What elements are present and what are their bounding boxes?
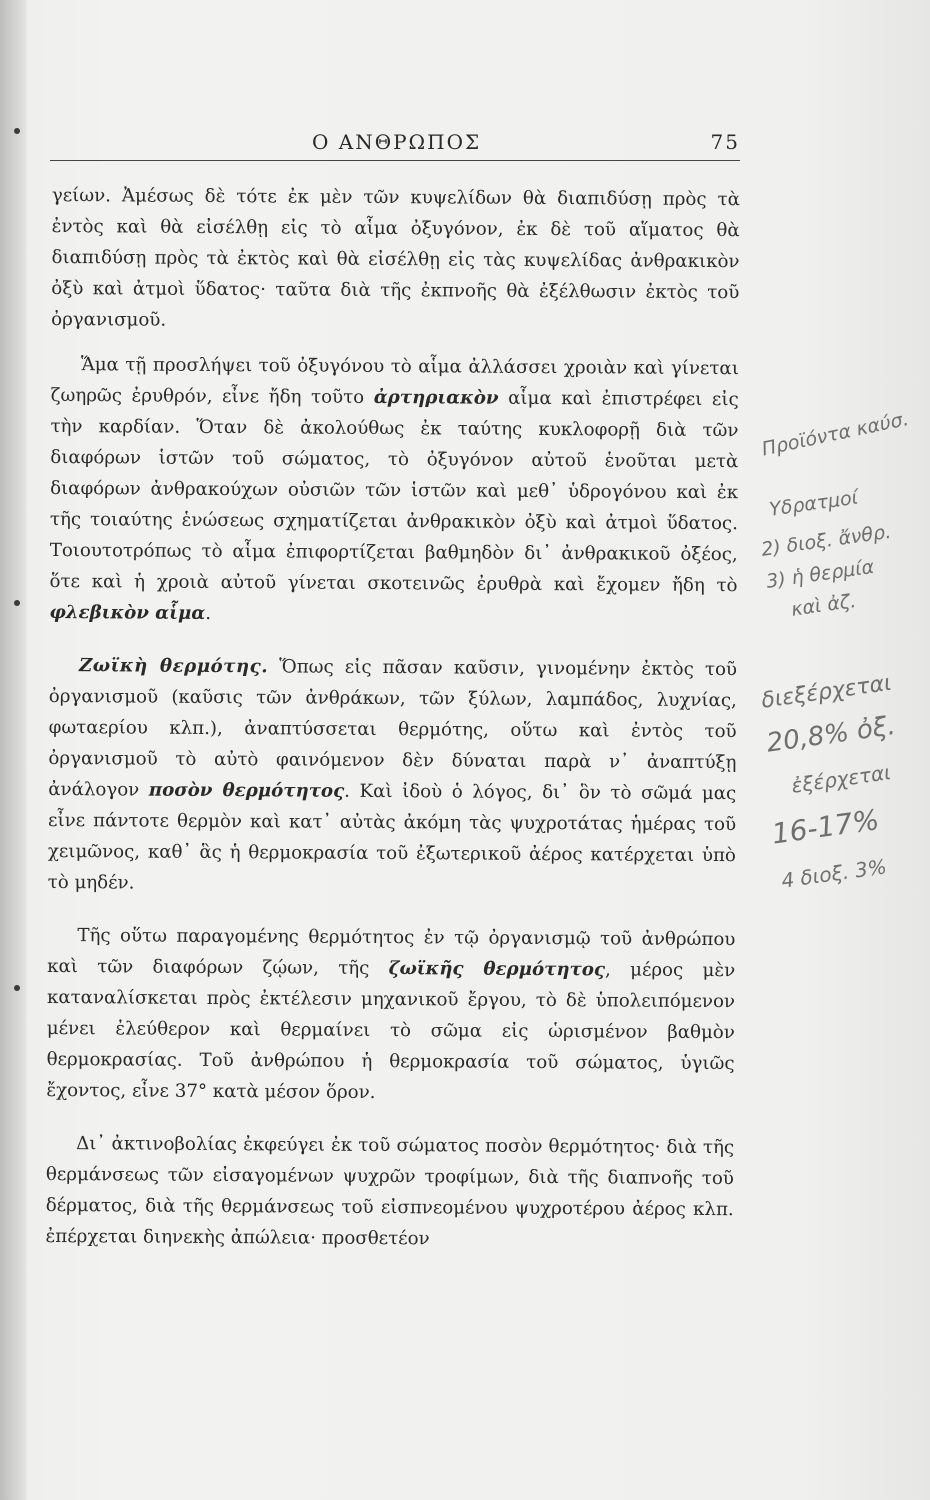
text-run: . Καὶ ἰδοὺ ὁ λόγος, δι᾽ ὃν τὸ σῶμά μας εἶνε πάντοτε θερμὸν καὶ κατ᾽ αὐτὰς ἀκόμη τὰς ψυχροτάτας ἡμέρας τοῦ χειμῶνος, καθ᾽ ἃς ἡ θερμοκρασία τοῦ ἐξωτερικοῦ ἀέρος κατέρχεται ὑπὸ τὸ μηδέν. xyxy=(47,780,737,894)
handwritten-note: 16-17% xyxy=(769,802,882,851)
page-title: Ο ΑΝΘΡΩΠΟΣ xyxy=(312,130,482,154)
emphasized-term: ζωϊκῆς θερμότητος xyxy=(388,958,606,981)
text-run: . xyxy=(205,602,212,624)
paragraph xyxy=(49,349,739,632)
handwritten-note: Προϊόντα καύσ. xyxy=(759,407,911,461)
running-head xyxy=(50,130,740,154)
paragraph xyxy=(48,650,738,902)
emphasized-term: ἀρτηριακὸν xyxy=(373,386,499,409)
header-rule xyxy=(50,160,740,161)
handwritten-note: 3) ἡ θερμία xyxy=(764,555,876,593)
paragraph xyxy=(46,920,735,1110)
handwritten-note: διεξέρχεται xyxy=(759,670,894,714)
text-run: Ἅμα τῇ προσλήψει τοῦ ὀξυγόνου τὸ αἷμα ἀλλάσσει χροιὰν καὶ γίνεται ζωηρῶς ἐρυθρόν, εἶνε ἤδη τοῦτο xyxy=(50,354,739,408)
binding-edge xyxy=(0,0,26,1500)
edge-mark xyxy=(14,600,20,606)
emphasized-term: φλεβικὸν αἷμα xyxy=(49,601,206,624)
paragraph: Δι᾽ ἀκτινοβολίας ἐκφεύγει ἐκ τοῦ σώματος ποσὸν θερμότητος· διὰ τῆς θερμάνσεως τῶν εἰσαγομένων ψυχρῶν τροφίμων, διὰ τῆς διαπνοῆς τοῦ δέρματος, διὰ τῆς θερμάνσεως τοῦ εἰσπνεομένου ψυχροτέρου ἀέρος κλπ. ἐπέρχεται διηνεκὴς ἀπώλεια· προσθετέον xyxy=(45,1133,735,1250)
handwritten-note: 2) διοξ. ἄνθρ. xyxy=(759,520,893,561)
body-text xyxy=(45,180,740,1270)
text-run: , μέρος μὲν καταναλίσκεται πρὸς ἐκτέλεσιν μηχανικοῦ ἔργου, τὸ δὲ ὑπολειπόμενον μένει ἐλεύθερον καὶ θερμαίνει τὸ σῶμα εἰς ὡρισμένον βαθμὸν θερμοκρασίας. Τοῦ ἀνθρώπου ἡ θερμοκρασία τοῦ σώματος, ὑγιῶς ἔχοντος, εἶνε 37° κατὰ μέσον ὅρον. xyxy=(46,959,736,1103)
handwritten-note: Υδρατμοί xyxy=(767,486,860,521)
section-heading: Ζωϊκὴ θερμότης. xyxy=(78,655,269,678)
edge-mark xyxy=(14,128,20,134)
handwritten-note: 20,8% ὀξ. xyxy=(764,710,898,759)
handwritten-note: ἐξέρχεται xyxy=(789,760,893,798)
emphasized-term: ποσὸν θερμότητος xyxy=(148,779,345,802)
edge-mark xyxy=(14,985,20,991)
text-run: Ὅπως εἰς πᾶσαν καῦσιν, γινομένην ἐκτὸς τοῦ ὀργανισμοῦ (καῦσις τῶν ἀνθράκων, τῶν ξύλων, λαμπάδος, λυχνίας, φωταερίου κλπ.), ἀναπτύσσεται θερμότης, οὕτω καὶ ἐντὸς τοῦ ὀργανισμοῦ τὸ αὐτὸ φαινόμενον δὲν δύναται παρὰ ν᾽ ἀναπτύξῃ ἀνάλογον xyxy=(48,656,738,801)
paragraph: γείων. Ἀμέσως δὲ τότε ἐκ μὲν τῶν κυψελίδων θὰ διαπιδύσῃ πρὸς τὰ ἐντὸς καὶ θὰ εἰσέλθῃ εἰς τὸ αἷμα ὀξυγόνον, ἐκ δὲ τοῦ αἵματος θὰ διαπιδύσῃ πρὸς τὰ ἐκτὸς καὶ θὰ εἰσέλθῃ εἰς τὰς κυψελίδας ἀνθρακικὸν ὀξὺ καὶ ἀτμοὶ ὕδατος· ταῦτα διὰ τῆς ἐκπνοῆς θὰ ἐξέλθωσιν ἐκτὸς τοῦ ὀργανισμοῦ. xyxy=(51,184,740,331)
handwritten-note: καὶ ἀζ. xyxy=(789,589,858,621)
text-run: Τῆς οὕτω παραγομένης θερμότητος ἐν τῷ ὀργανισμῷ τοῦ ἀνθρώπου καὶ τῶν διαφόρων ζῴων, τῆς xyxy=(47,925,736,980)
handwritten-note: 4 διοξ. 3% xyxy=(779,854,889,893)
page-number: 75 xyxy=(710,130,740,154)
text-run: αἷμα καὶ ἐπιστρέφει εἰς τὴν καρδίαν. Ὅταν δὲ ἀκολούθως ἐκ ταύτης κυκλοφορῇ διὰ τῶν διαφόρων ἱστῶν τοῦ σώματος, τὸ ὀξυγόνον αὐτοῦ ἑνοῦται μετὰ διαφόρων ἀνθρακούχων οὐσιῶν τῶν ἱστῶν καὶ μεθ᾽ ὑδρογόνου καὶ ἐκ τῆς τοιαύτης ἑνώσεως σχηματίζεται ἀνθρακικὸν ὀξὺ καὶ ἀτμοὶ ὕδατος. Τοιουτοτρόπως τὸ αἷμα ἐπιφορτίζεται βαθμηδὸν δι᾽ ἀνθρακικοῦ ὀξέος, ὅτε καὶ ἡ χροιὰ αὐτοῦ γίνεται σκοτεινῶς ἐρυθρὰ καὶ ἔχομεν ἤδη τὸ xyxy=(49,387,739,597)
